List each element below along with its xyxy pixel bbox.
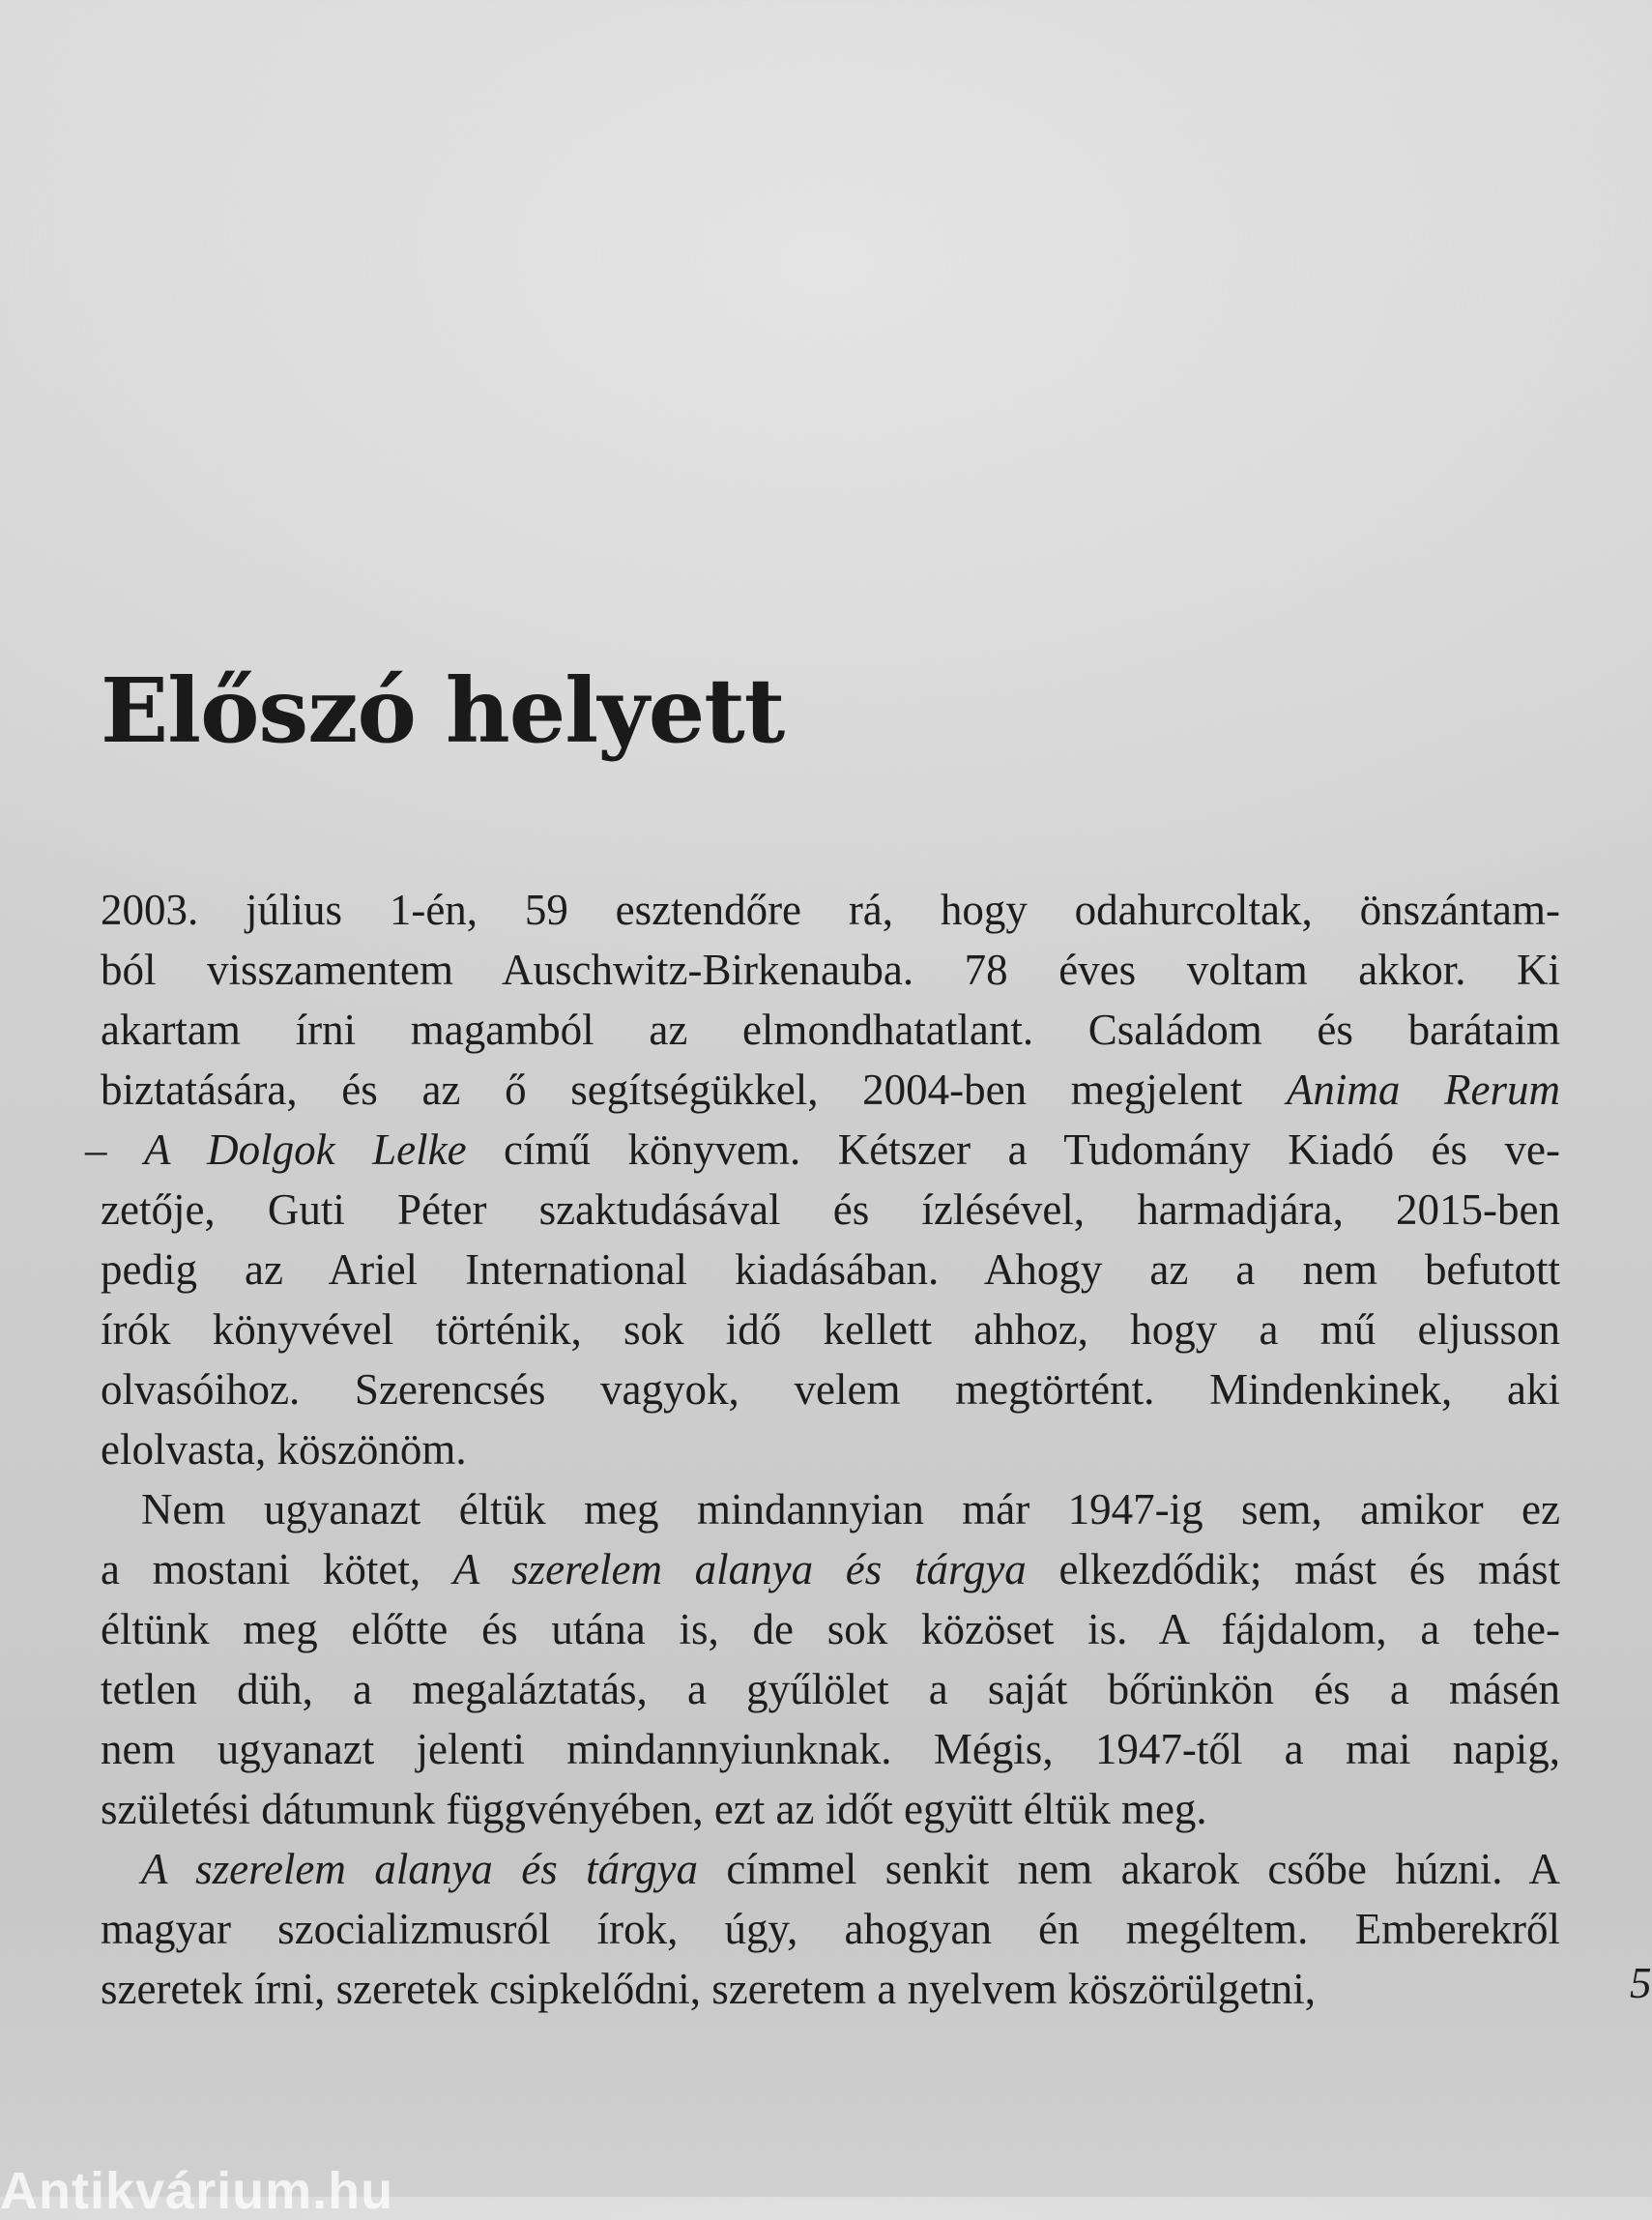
text-line: A szerelem alanya és tárgya címmel senkit nem akarok csőbe húzni. A <box>141 1845 1560 1893</box>
text-line: nem ugyanazt jelenti mindannyiunknak. Mégis, 1947-től a mai napig, <box>101 1725 1560 1773</box>
text-line: magyar szocializmusról írok, úgy, ahogyan én megéltem. Emberekről <box>101 1905 1560 1953</box>
paragraph <box>101 1839 1560 2019</box>
paragraph <box>85 880 1560 1479</box>
text-line: születési dátumunk függvényében, ezt az időt együtt éltük meg. <box>101 1785 1207 1833</box>
text-line: olvasóihoz. Szerencsés vagyok, velem megtörtént. Mindenkinek, aki <box>101 1365 1560 1414</box>
text-line: tetlen düh, a megaláztatás, a gyűlölet a saját bőrünkön és a másén <box>101 1665 1560 1713</box>
text-line: 2003. július 1-én, 59 esztendőre rá, hogy odahurcoltak, önszántam- <box>101 886 1560 934</box>
text-line: éltünk meg előtte és utána is, de sok közöset is. A fájdalom, a tehe- <box>101 1605 1560 1653</box>
text-line: a mostani kötet, A szerelem alanya és tárgya elkezdődik; mást és mást <box>101 1545 1560 1593</box>
text-line: akartam írni magamból az elmondhatatlant. Családom és barátaim <box>101 1006 1560 1054</box>
text-line: ból visszamentem Auschwitz-Birkenauba. 78 éves voltam akkor. Ki <box>101 946 1560 994</box>
text-line: elolvasta, köszönöm. <box>101 1425 467 1474</box>
page-number: 5 <box>1630 1959 1652 2007</box>
text-line: biztatására, és az ő segítségükkel, 2004-ben megjelent Anima Rerum <box>101 1066 1560 1114</box>
text-line: szeretek írni, szeretek csipkelődni, szeretem a nyelvem köszörülgetni, <box>101 1965 1317 2013</box>
italic-title: A Dolgok Lelke <box>143 1125 467 1174</box>
text-line: zetője, Guti Péter szaktudásával és ízlésével, harmadjára, 2015-ben <box>101 1185 1560 1234</box>
text-line: – A Dolgok Lelke című könyvem. Kétszer a Tudomány Kiadó és ve- <box>85 1125 1560 1174</box>
body-text <box>85 880 1560 2019</box>
italic-title: A szerelem alanya és tárgya <box>452 1545 1027 1593</box>
text-line: Nem ugyanazt éltük meg mindannyian már 1947-ig sem, amikor ez <box>141 1485 1560 1534</box>
text-line: pedig az Ariel International kiadásában. Ahogy az a nem befutott <box>101 1245 1560 1294</box>
italic-title: A szerelem alanya és tárgya <box>141 1845 698 1893</box>
watermark-text: Antikvárium.hu <box>0 2162 394 2220</box>
chapter-heading: Előszó helyett <box>101 658 785 763</box>
italic-title: Anima Rerum <box>1286 1066 1560 1114</box>
paragraph <box>101 1479 1560 1839</box>
text-line: írók könyvével történik, sok idő kellett ahhoz, hogy a mű eljusson <box>101 1305 1560 1354</box>
